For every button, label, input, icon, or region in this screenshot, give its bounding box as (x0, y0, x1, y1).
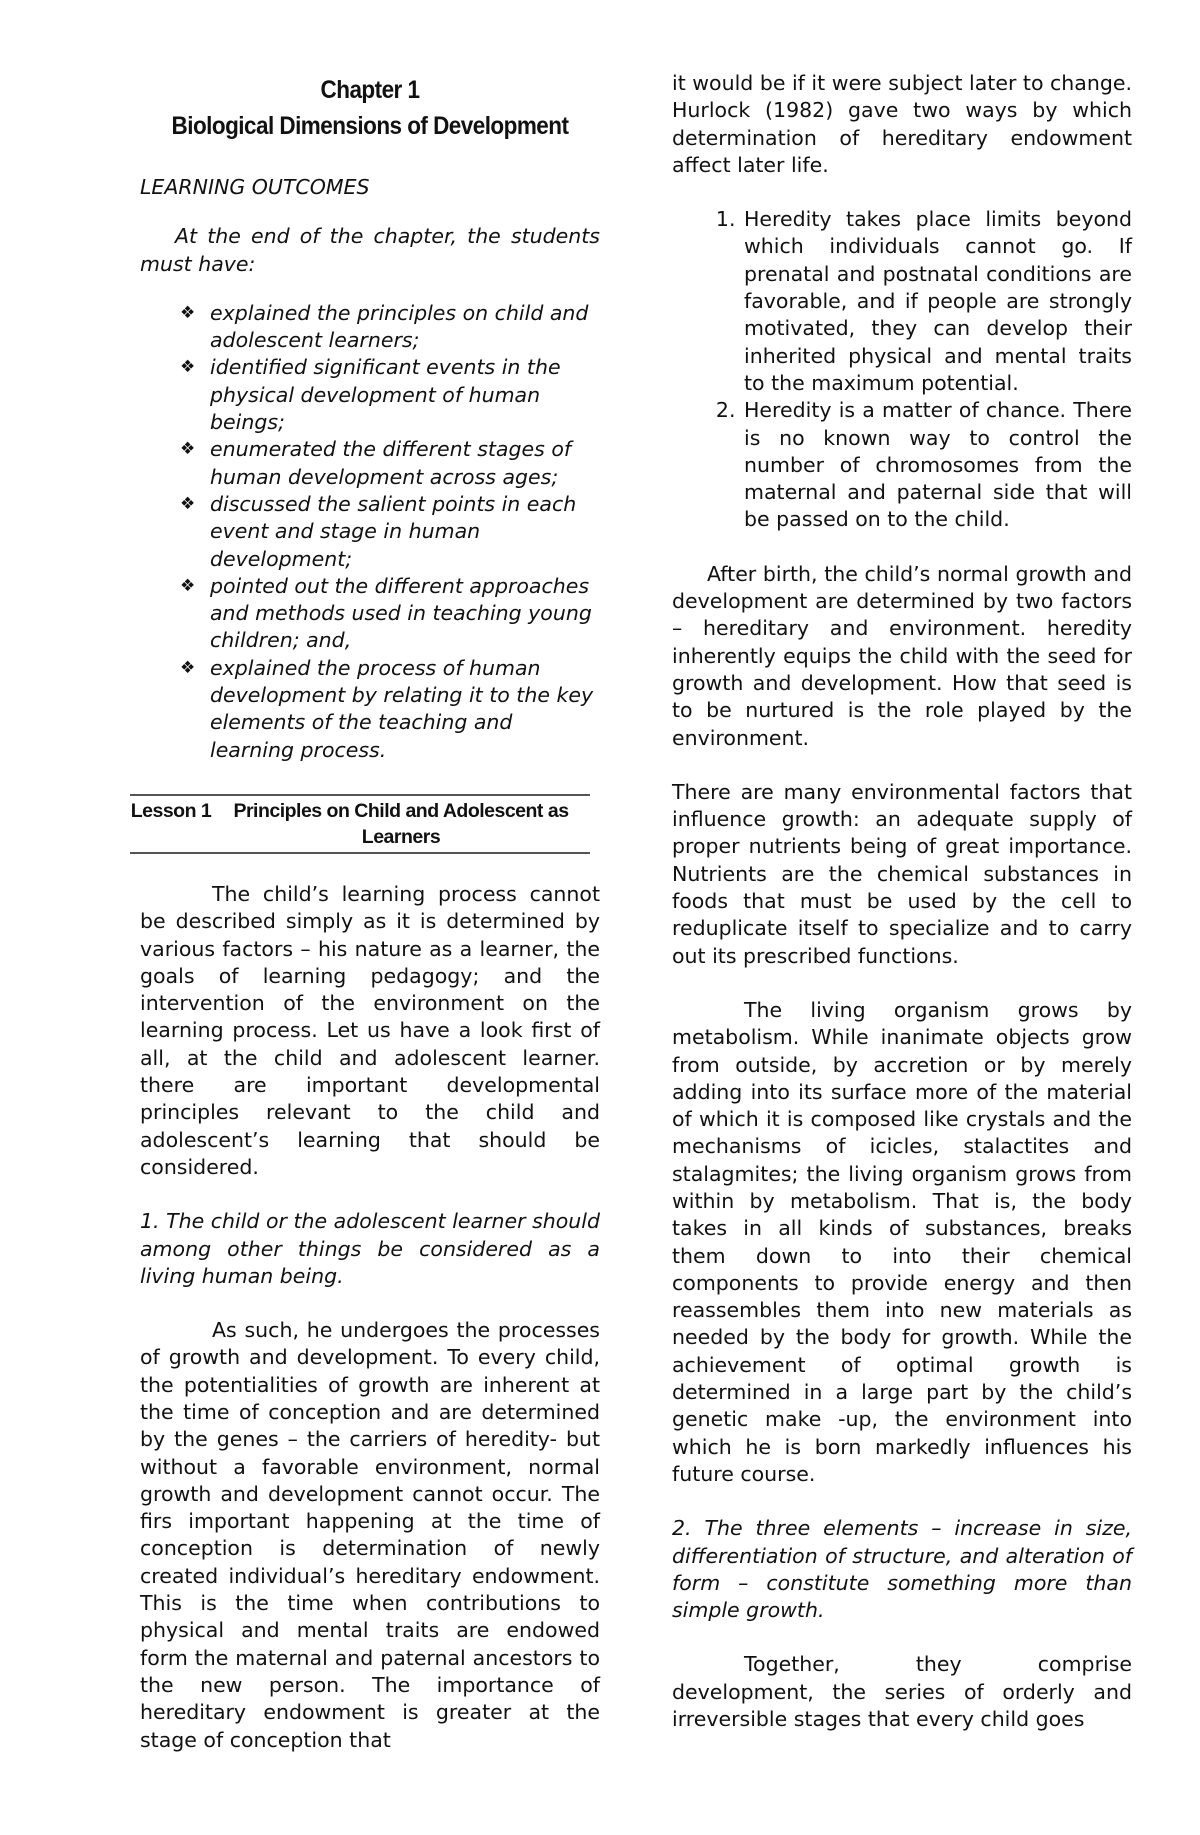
diamond-bullet-icon: ❖ (180, 657, 196, 678)
list-item: 2. Heredity is a matter of chance. There is no known way to control the number of chromosomes from the maternal and paternal side that will be passed on to the child. (742, 397, 1132, 533)
list-item (180, 573, 600, 655)
principle-heading: 2. The three elements – increase in size, differentiation of structure, and alteration of form – constitute something more than simple growth. (672, 1516, 1132, 1623)
lesson-title: Principles on Child and Adolescent as Learners (233, 799, 569, 848)
lesson-label: Lesson 1 (130, 799, 212, 822)
learning-outcomes-intro: At the end of the chapter, the students must have: (140, 224, 600, 276)
outcome-text: enumerated the different stages of human development across ages; (210, 437, 572, 489)
outcome-text: discussed the salient points in each event and stage in human development; (210, 491, 577, 571)
diamond-bullet-icon: ❖ (180, 357, 196, 378)
list-item (180, 436, 600, 491)
list-item (180, 354, 600, 436)
paragraph: Together, they comprise development, the series of orderly and irreversible stages that every child goes (672, 1652, 1132, 1732)
paragraph: it would be if it were subject later to change. Hurlock (1982) gave two ways by which determination of hereditary endowment affect later life. (672, 71, 1132, 177)
diamond-bullet-icon: ❖ (180, 302, 196, 323)
outcome-text: pointed out the different approaches and methods used in teaching young children; and, (210, 573, 592, 653)
list-item (180, 300, 600, 355)
list-item: 1. Heredity takes place limits beyond which individuals cannot go. If prenatal and postnatal conditions are favorable, and if people are strongly motivated, they can develop their inherited physical and mental traits to the maximum potential. (742, 206, 1132, 397)
chapter-number: Chapter 1 (320, 76, 420, 104)
paragraph: As such, he undergoes the processes of growth and development. To every child, the potentialities of growth are inherent at the time of conception and are determined by the genes – the carriers of heredity- but without a favorable environment, normal growth and development cannot occur. The firs important happening at the time of conception is determination of newly created individual’s hereditary endowment. This is the time when contributions to physical and mental traits are endowed form the maternal and paternal ancestors to the new person. The importance of hereditary endowment is greater at the stage of conception that (140, 1318, 600, 1752)
list-item (180, 655, 600, 764)
right-column (672, 70, 1132, 1733)
diamond-bullet-icon: ❖ (180, 575, 196, 596)
principle-heading: 1. The child or the adolescent learner should among other things be considered as a living human being. (140, 1209, 600, 1288)
chapter-title: Biological Dimensions of Development (171, 112, 569, 140)
diamond-bullet-icon: ❖ (180, 493, 196, 514)
learning-outcomes-list (140, 300, 600, 764)
learning-outcomes-heading: LEARNING OUTCOMES (140, 175, 370, 199)
left-column (130, 0, 600, 1754)
paragraph: The child’s learning process cannot be described simply as it is determined by various factors – his nature as a learner, the goals of learning pedagogy; and the intervention of the environment on the learning process. Let us have a look first of all, at the child and adolescent learner. there are important developmental principles relevant to the child and adolescent’s learning that should be considered. (140, 881, 600, 1179)
outcome-text: explained the process of human development by relating it to the key elements of the teaching and learning process. (210, 655, 594, 762)
lesson-header (130, 794, 590, 854)
heredity-list (672, 206, 1132, 534)
outcome-text: identified significant events in the physical development of human beings; (210, 355, 561, 435)
outcome-text: explained the principles on child and adolescent learners; (210, 300, 589, 353)
paragraph: After birth, the child’s normal growth and development are determined by two factors – hereditary and environment. heredity inherently equips the child with the seed for growth and development. How that seed is to be nurtured is the role played by the environment. (672, 561, 1132, 750)
paragraph: The living organism grows by metabolism. While inanimate objects grow from outside, by accretion or by merely adding into its surface more of the material of which it is composed like crystals and the mechanisms of icicles, stalactites and stalagmites; the living organism grows from within by metabolism. That is, the body takes in all kinds of substances, breaks them down to into their chemical components to provide energy and then reassembles them into new materials as needed by the body for growth. While the achievement of optimal growth is determined in a large part by the child’s genetic make -up, the environment into which he is born markedly influences his future course. (672, 997, 1132, 1486)
diamond-bullet-icon: ❖ (180, 439, 196, 460)
list-item (180, 491, 600, 573)
paragraph: There are many environmental factors that influence growth: an adequate supply of proper nutrients being of great importance. Nutrients are the chemical substances in foods that must be used by the cell to reduplicate itself to specialize and to carry out its prescribed functions. (672, 779, 1132, 968)
